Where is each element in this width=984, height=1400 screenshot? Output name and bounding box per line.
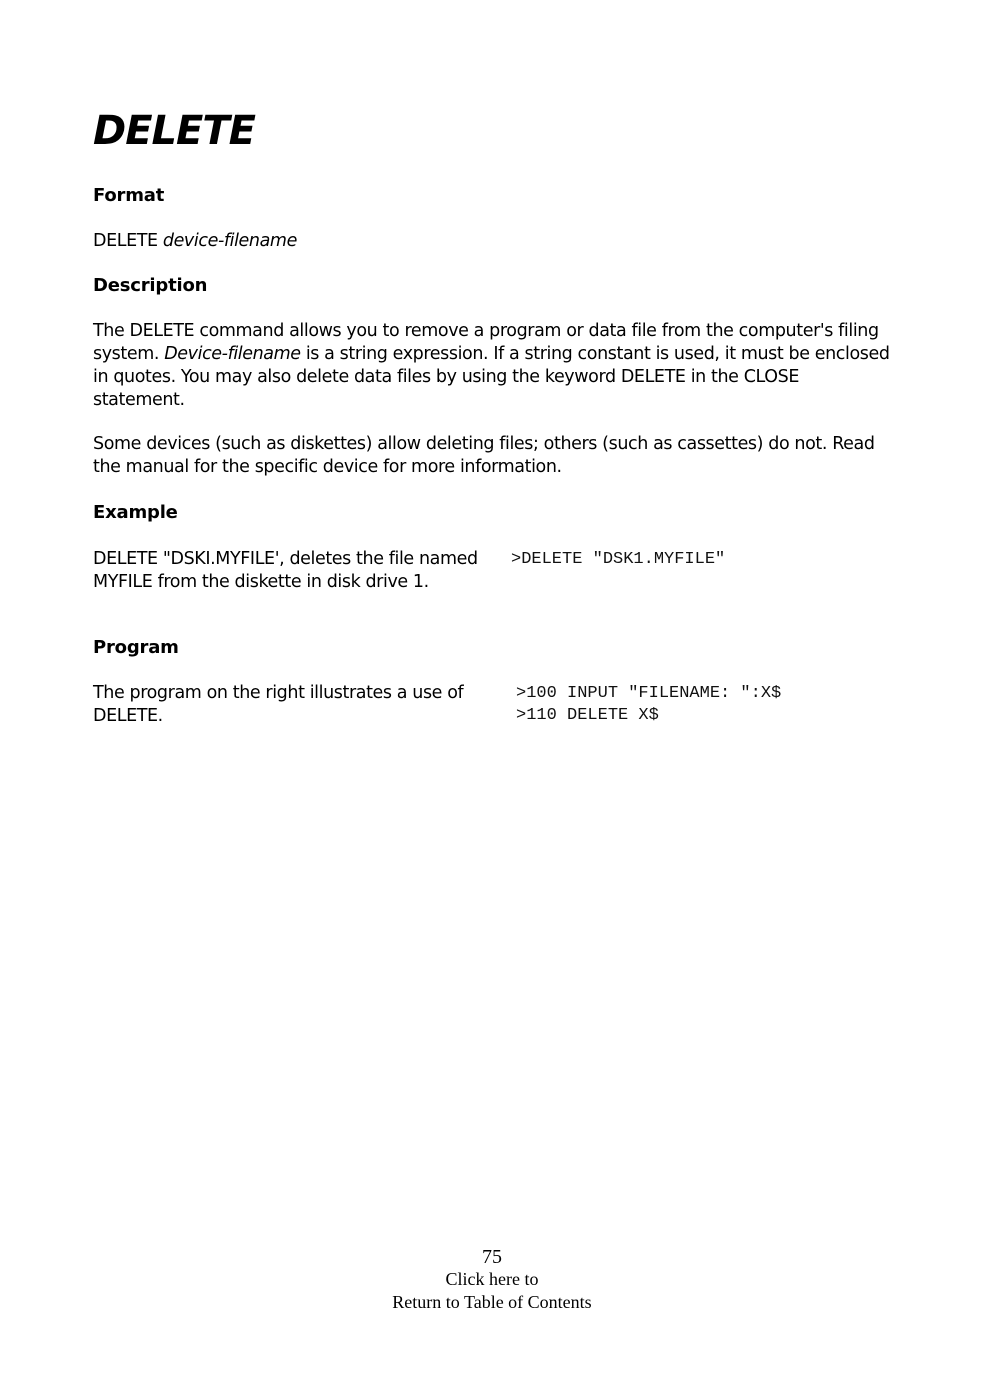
format-syntax (93, 230, 297, 253)
page-number: 75 (482, 1246, 502, 1268)
format-command: DELETE (93, 231, 158, 251)
program-heading: Program (93, 637, 179, 658)
description-paragraph-1 (93, 320, 893, 412)
example-code: >DELETE "DSK1.MYFILE" (511, 550, 726, 569)
program-code-line-1: >100 INPUT "FILENAME: ":X$ (516, 684, 782, 703)
description-p1-end: is a string expression. If a string constant is used, it must be enclosed in quotes. You may also delete data files by using the keyword DELETE in the CLOSE statement. (93, 344, 890, 410)
description-heading: Description (93, 275, 208, 296)
program-text: The program on the right illustrates a use of DELETE. (93, 683, 464, 726)
description-p1-start: The DELETE command allows you to remove a program or data file from the computer's filing system. (93, 321, 879, 364)
example-text: DELETE "DSKI.MYFILE', deletes the file named MYFILE from the diskette in disk drive 1. (93, 549, 478, 592)
program-code-line-2: >110 DELETE X$ (516, 706, 659, 725)
format-argument: device-filename (162, 231, 297, 251)
description-p1-emphasis: Device-filename (164, 344, 301, 364)
toc-link-line-2[interactable]: Return to Table of Contents (392, 1292, 592, 1312)
format-heading: Format (93, 185, 165, 206)
example-heading: Example (93, 502, 178, 523)
toc-link-line-1[interactable]: Click here to (445, 1269, 539, 1289)
description-paragraph-2: Some devices (such as diskettes) allow deleting files; others (such as cassettes) do not. Read the manual for the specific device for more information. (93, 434, 875, 477)
page-title: DELETE (93, 108, 255, 154)
